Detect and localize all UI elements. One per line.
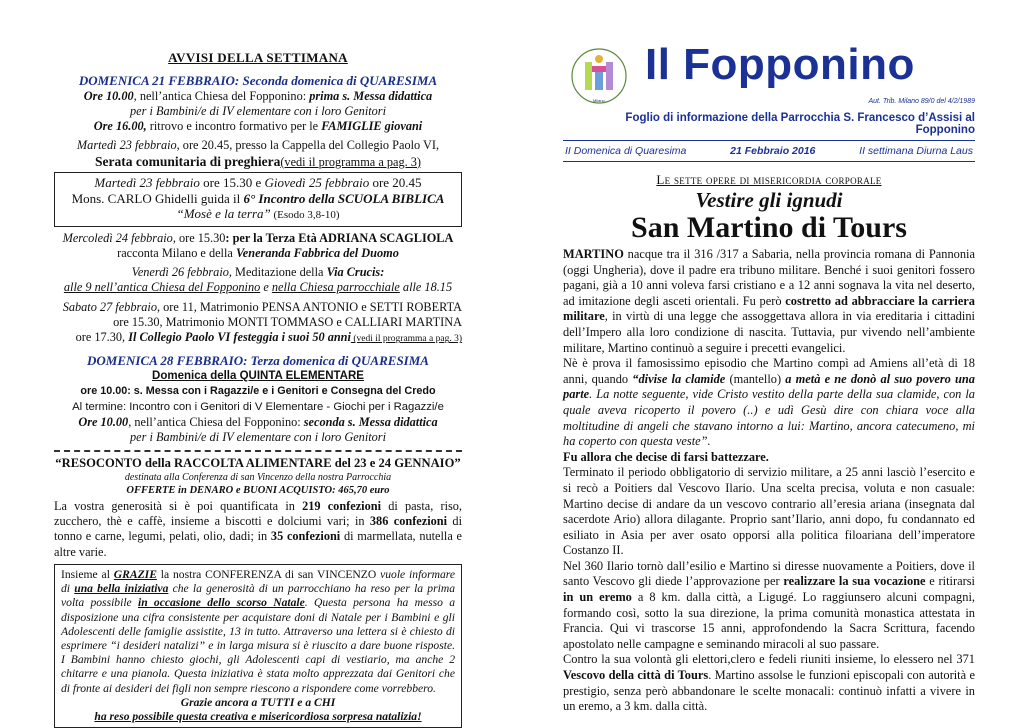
sunday-1-mass-target: per i Bambini/e di IV elementare con i loro Genitori xyxy=(129,103,387,118)
friday-via-crucis: Venerdì 26 febbraio, Meditazione della Via Crucis: xyxy=(131,265,385,280)
tuesday-prayer-evening: Serata comunitaria di preghiera(vedi il programma a pag. 3) xyxy=(94,153,422,169)
bible-school-dates: Martedì 23 febbraio ore 15.30 e Giovedì 25 febbraio ore 20.45 xyxy=(94,175,422,191)
sunday-1-mass: Ore 10.00, nell’antica Chiesa del Fopponino: prima s. Messa didattica xyxy=(83,88,433,103)
sunday-2-mass: ore 10.00: s. Messa con i Ragazzi/e e i Genitori e Consegna del Credo xyxy=(80,385,436,398)
friday-via-crucis-times: alle 9 nell’antica Chiesa del Fopponino e nella Chiesa parrocchiale alle 18.15 xyxy=(63,280,453,295)
article-subheadline: Vestire gli ignudi xyxy=(695,188,843,212)
sunday-2-title: DOMENICA 28 FEBBRAIO: Terza domenica di QUARESIMA xyxy=(87,352,429,368)
saturday-college: ore 17.30, Il Collegio Paolo VI festeggia i suoi 50 anni (vedi il programma a pag. 3) xyxy=(75,330,462,345)
thanks-box xyxy=(54,564,462,728)
article-paragraph-1: MARTINO nacque tra il 316 /317 a Sabaria, nella provincia romana di Pannonia (oggi Ungheria), dove il padre era tribuno militare. Benché i suoi genitori fossero pagani, già a 10 anni voleva farsi cristiano e a 12 anni sognava la vita nel deserto, ad imitazione degli asceti orientali. Fu però costretto ad abbracciare la carriera militare, in virtù di una legge che assoggettava allora in via ereditaria i cittadini dell’Impero alla loro condizione di nascita. Tuttavia, pur vivendo nell’ambiente militare, Martino continuò a seguire i precetti evangelici. xyxy=(563,247,975,355)
report-title: “RESOCONTO della RACCOLTA ALIMENTARE del 23 e 24 GENNAIO” xyxy=(55,456,461,471)
saturday-wedding-2: ore 15.30, Matrimonio MONTI TOMMASO e CALLIARI MARTINA xyxy=(113,315,462,330)
sunday-2-meeting: Al termine: Incontro con i Genitori di V Elementare - Giochi per i Ragazzi/e xyxy=(72,400,444,413)
bible-school-topic: “Mosè e la terra” (Esodo 3,8-10) xyxy=(176,206,340,222)
dateline xyxy=(563,140,975,162)
logo-city: Milano xyxy=(593,98,605,103)
bible-school-guide: Mons. CARLO Ghidelli guida il 6° Incontro della SCUOLA BIBLICA xyxy=(71,190,445,206)
article-paragraph-5: Nel 360 Ilario tornò dall’esilio e Martino si diresse nuovamente a Poitiers, dove il santo Vescovo gli diede l’approvazione per realizzare la sua vocazione e ritirarsi in un eremo a 8 km. dalla città, a Ligugé. Lo raggiunsero alcuni compagni, formando così, sotto la sua direzione, la prima comunità monastica attestata in Francia. Qui vi trascorse 15 anni, approfondendo la Sacra Scrittura, facendo apostolato nelle campagne e seminando miracoli al suo passare. xyxy=(563,558,975,651)
article-body xyxy=(563,247,975,715)
sunday-1-title: DOMENICA 21 FEBBRAIO: Seconda domenica di QUARESIMA xyxy=(78,73,438,89)
masthead xyxy=(563,40,975,110)
report-paragraph: La vostra generosità si è poi quantificata in 219 confezioni di pasta, riso, zucchero, thè e caffè, insieme a biscotti e dolciumi vari; in 386 confezioni di tonno e carne, legumi, pelati, olio, dadi; in 35 confezioni di marmellata, nutella e altre varie. xyxy=(54,498,463,559)
dateline-sunday: II Domenica di Quaresima xyxy=(565,145,687,157)
article-paragraph-6: Contro la sua volontà gli elettori,clero e fedeli riuniti insieme, lo elessero nel 371 Vescovo della città di Tours. Martino assolse le funzioni episcopali con autorità e prestigio, senza però abbandonare le scelte monacali: continuò infatti a vivere in un eremo, a 3 km. dalla città. xyxy=(563,652,975,714)
article-kicker: Le sette opere di misericordia corporale xyxy=(656,172,882,187)
wednesday-talk-topic: racconta Milano e della Veneranda Fabbrica del Duomo xyxy=(117,245,399,260)
dateline-week: II settimana Diurna Laus xyxy=(859,145,973,157)
authorization-note: Aut. Trib. Milano 89/0 del 4/2/1989 xyxy=(868,98,975,105)
sunday-2-didactic-mass: Ore 10.00, nell’antica Chiesa del Fopponino: seconda s. Messa didattica xyxy=(78,414,438,429)
sunday-1-families: Ore 16.00, ritrovo e incontro formativo per le FAMIGLIE giovani xyxy=(93,119,423,134)
sunday-2-subtitle: Domenica della QUINTA ELEMENTARE xyxy=(152,369,364,382)
bible-school-box xyxy=(54,172,462,227)
saturday-weddings: Sabato 27 febbraio, ore 11, Matrimonio PENSA ANTONIO e SETTI ROBERTA xyxy=(62,299,462,314)
front-page-column xyxy=(563,40,976,715)
report-offers: OFFERTE in DENARO e BUONI ACQUISTO: 465,70 euro xyxy=(126,484,390,496)
thanks-closing-1: Grazie ancora a TUTTI e a CHI xyxy=(180,695,336,709)
article-paragraph-4: Terminato il periodo obbligatorio di servizio militare, a 25 anni lasciò l’esercito e si recò a Poitiers dal Vescovo Ilario. Una scelta precisa, voluta e non casuale: Martino decise di andare da un vescovo contrario all’eresia ariana (insegnata dal sacerdote Ario) allora dilagante. Proprio sant’Ilario, anni dopo, fu condannato ed esiliato in Asia per aver osato opporsi alla politica filoariana dell’imperatore Costanzo II. xyxy=(563,465,975,558)
notices-heading: AVVISI DELLA SETTIMANA xyxy=(168,50,348,65)
thanks-closing-2: ha reso possibile questa creativa e misericordiosa sorpresa natalizia! xyxy=(94,709,422,723)
weekly-notices-column xyxy=(54,50,462,728)
article-paragraph-2: Nè è prova il famosissimo episodio che Martino compì ad Amiens all’età di 18 anni, quando “divise la clamide (mantello) a metà e ne donò al suo povero una parte. La notte seguente, vide Cristo vestito della parte della sua clamide, con la quale aveva ricoperto il povero (..) e udì Gesù dire con chiara voce alla moltitudine di angeli che stavano intorno a lui: Martino, ancora catecumeno, mi ha coperto con questa veste”. xyxy=(563,356,976,449)
dashed-divider xyxy=(54,450,462,452)
dateline-date: 21 Febbraio 2016 xyxy=(730,145,816,157)
parish-logo-icon xyxy=(563,46,635,110)
wednesday-talk: Mercoledì 24 febbraio, ore 15.30: per la Terza Età ADRIANA SCAGLIOLA xyxy=(62,230,454,245)
article-headline: San Martino di Tours xyxy=(631,211,907,244)
sunday-2-mass-target: per i Bambini/e di IV elementare con i loro Genitori xyxy=(129,430,387,445)
article-paragraph-3: Fu allora che decise di farsi battezzare. xyxy=(563,449,769,464)
tuesday-prayer: Martedì 23 febbraio, ore 20.45, presso la Cappella del Collegio Paolo VI, xyxy=(76,138,440,153)
report-subtitle: destinata alla Conferenza di san Vincenzo della nostra Parrocchia xyxy=(124,471,392,483)
newspaper-subtitle: Foglio di informazione della Parrocchia S. Francesco d’Assisi al Fopponino xyxy=(625,112,975,136)
thanks-paragraph: Insieme al GRAZIE la nostra CONFERENZA di san VINCENZO vuole informare di una bella iniziativa che la generosità di un parrocchiano ha reso per la prima volta possibile in occasione dello scorso Natale. Questa persona ha messo a disposizione una cifra consistente per acquistare doni di Natale per i Bambini e gli Adolescenti delle famiglie assistite, 13 in tutto. Attraverso una lettera si è chiesto di esprimere “i desideri natalizi” e in larga misura si è riuscito a dare buone risposte. I Bambini hanno chiesto giochi, gli Adolescenti capi di vestiario, ma anche 2 chitarre e una pianola. Questa iniziativa è stata molto apprezzata dai Genitori che di fronte ai desideri dei figli non sempre riescono a rispondere come vorrebbero. xyxy=(61,567,456,695)
newspaper-title: Il Fopponino xyxy=(645,40,915,89)
